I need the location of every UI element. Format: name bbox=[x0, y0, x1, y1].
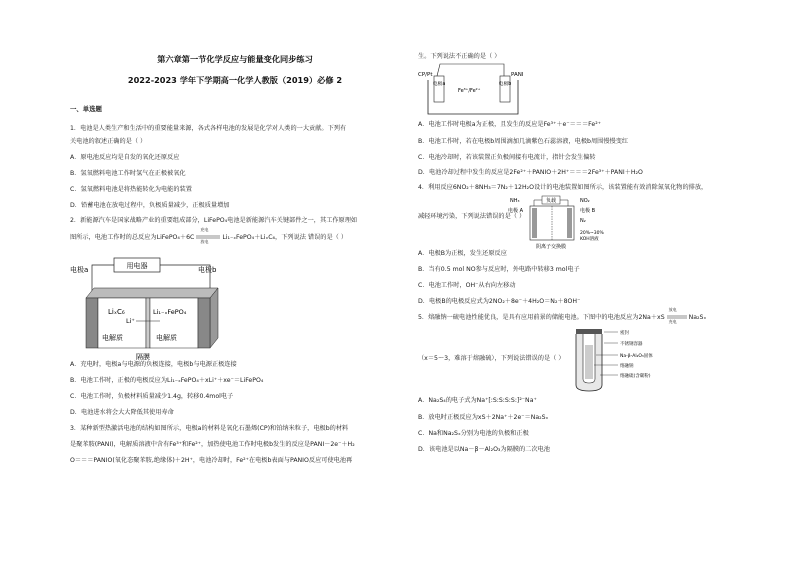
electrolyte-left: 电解质 bbox=[102, 334, 123, 342]
q2-arrow-over: 充电 bbox=[200, 227, 209, 232]
pani-label: PANI bbox=[511, 72, 524, 78]
q2-option-a: A．充电时，电极a与电源的负极连接，电极b与电源正极连接 bbox=[70, 361, 237, 368]
q5-option-a: A．Na₂S₄的电子式为Na⁺[:S:S:S:S:]²⁻Na⁺ bbox=[418, 397, 537, 404]
no2-nh3-cell-diagram bbox=[508, 194, 618, 250]
nh3-label: NH₃ bbox=[510, 198, 520, 204]
ion-label: Fe³⁺/Fe²⁺ bbox=[458, 88, 481, 94]
q5-arrow-over: 放电 bbox=[668, 307, 677, 312]
electrode-b-label: 电极 B bbox=[580, 208, 596, 214]
electrode-b bbox=[198, 298, 210, 348]
q1-stem-1: 1．电池是人类生产和生活中的重要能量来源，各式各样电池的发展是化学对人类的一大贡献。下列有 bbox=[70, 125, 347, 132]
q1-option-a: A．原电池反应均是自发的氧化还原反应 bbox=[70, 154, 180, 161]
q3-option-d: D．电池冷却过程中发生的反应是2Fe²⁺＋PANIO＋2H⁺＝＝＝2Fe³⁺＋PANI＋H₂O bbox=[418, 169, 643, 176]
q5-option-d: D．该电池是以Na－β－Al₂O₃为隔膜的二次电池 bbox=[418, 446, 550, 453]
q1-stem-2: 关电池的叙述正确的是（ ） bbox=[70, 138, 147, 145]
koh-label-1: 20%~30% bbox=[580, 231, 604, 236]
q3-option-c: C．电池冷却时，若该装置正负极间接有电流计，指针会发生偏转 bbox=[418, 154, 596, 161]
q2-stem-2a: 图所示，电池工作时的总反应为LiFePO₄＋6C bbox=[70, 234, 195, 241]
q1-option-c: C．氢氧燃料电池是将热能转化为电能的装置 bbox=[70, 186, 192, 193]
separator-label: 隔膜 bbox=[136, 353, 150, 361]
q1-option-b: B．氢氧燃料电池工作时氢气在正极被氧化 bbox=[70, 170, 186, 177]
q1-option-d: D．铅蓄电池在放电过程中，负极质量减少，正极质量增加 bbox=[70, 202, 230, 209]
cp-pt-label: CP/Pt bbox=[418, 72, 433, 78]
q2-arrow-under: 放电 bbox=[200, 239, 209, 244]
seal-label: 密封 bbox=[620, 331, 629, 336]
title-line-1: 第六章第一节化学反应与能量变化同步练习 bbox=[157, 54, 313, 64]
q5-stem-1a: 5．熔融钠一硫电池性能优良，是具有应用前景的储能电池。下图中的电池反应为2Na＋xS bbox=[418, 314, 665, 321]
q4-option-d: D．电极B的电极反应式为2NO₂＋8e⁻＋4H₂O＝N₂＋8OH⁻ bbox=[418, 298, 581, 305]
molten-s-label: 熔融硫(含碳粉) bbox=[620, 374, 651, 379]
q3-stem-1: 3．某种新型热激活电池的结构如图所示，电极a的材料是氧化石墨烯(CP)和铂纳米粒子，电极b的材料 bbox=[70, 425, 349, 432]
q5-option-b: B．放电时正极反应为xS＋2Na⁺＋2e⁻＝Na₂Sₓ bbox=[418, 414, 549, 421]
electrode-b-label: 电极b bbox=[498, 82, 512, 87]
electrode-a-label: 电极a bbox=[432, 82, 446, 87]
electrode-b bbox=[500, 76, 510, 102]
q5-option-c: C．Na和Na₂Sₓ分别为电池的负极和正极 bbox=[418, 430, 529, 437]
membrane-label: 阴离子交换膜 bbox=[536, 244, 567, 250]
q5-reaction-arrow bbox=[665, 307, 689, 324]
q5-stem-1b: Na₂Sₓ bbox=[688, 314, 707, 321]
koh-label-2: KOH溶液 bbox=[580, 237, 599, 242]
load-label: 负载 bbox=[545, 198, 557, 204]
q3-stem-3: O＝＝＝PANIO(氧化态聚苯胺,绝缘体)＋2H⁺，电池冷却时，Fe²⁺在电极b表面与PANIO反应可使电池再 bbox=[70, 457, 353, 464]
seal bbox=[576, 329, 602, 334]
q2-option-b: B．电池工作时，正极的电极反应为Li₁₋ₓFePO₄＋xLi⁺＋xe⁻＝LiFePO₄ bbox=[70, 377, 264, 384]
electrode-a bbox=[86, 298, 98, 348]
electrode-a-label: 电极 A bbox=[508, 208, 524, 214]
q5-stem-1 bbox=[418, 307, 730, 324]
title-line-2: 2022-2023 学年下学期高一化学人教版（2019）必修 2 bbox=[127, 75, 343, 85]
section-heading: 一、单选题 bbox=[70, 105, 102, 113]
battery-diagram bbox=[70, 256, 220, 361]
electrode-a bbox=[434, 76, 444, 102]
thermal-battery-diagram bbox=[418, 62, 528, 116]
q3-option-b: B．电池工作时，若在电极b周围滴加几滴紫色石蕊溶液，电极b周围慢慢变红 bbox=[418, 138, 629, 145]
device-label: 用电器 bbox=[126, 262, 148, 270]
molten-na-label: 熔融钠 bbox=[620, 364, 634, 369]
q5-stem-2: （x＝5～3，难溶于熔融硫），下列说法错误的是（ ） bbox=[418, 355, 565, 362]
beta-alumina-label: Na-β-Al₂O₃固体 bbox=[620, 354, 653, 359]
q3-stem-2: 是聚苯胺(PANI)，电解质溶液中含有Fe³⁺和Fe²⁺，加热使电池工作时电极b发生的反应是PANI－2e⁻＋H₂ bbox=[70, 441, 355, 448]
lic6-label: LiₓC₆ bbox=[108, 308, 125, 316]
lifepo4-label: Li₁₋ₓFePO₄ bbox=[153, 308, 187, 316]
q5-arrow-under: 充电 bbox=[668, 319, 677, 324]
q3-option-a: A．电池工作时电极a为正极，且发生的反应是Fe³⁺＋e⁻＝＝＝Fe²⁺ bbox=[418, 121, 601, 128]
q4-option-c: C．电池工作时，OH⁻从右向左移动 bbox=[418, 282, 516, 289]
container-label: 不锈钢容器 bbox=[620, 342, 643, 347]
q2-stem-2b: Li₁₋ₓFePO₄＋LiₓC₆，下列说法 错误的是（ ） bbox=[222, 234, 348, 241]
q4-stem-1: 4．利用反应6NO₂＋8NH₃＝7N₂＋12H₂O设计的电池装置如图所示，该装置能有效消除氮氧化物的排放， bbox=[418, 184, 708, 191]
electrolyte-right: 电解质 bbox=[156, 334, 177, 342]
q2-reaction-arrow bbox=[194, 227, 222, 244]
q4-option-b: B．当有0.5 mol NO参与反应时，外电路中转移3 mol电子 bbox=[418, 266, 580, 273]
no2-label: NO₂ bbox=[580, 198, 590, 204]
q4-option-a: A．电极B为正极，发生还原反应 bbox=[418, 250, 507, 257]
q2-option-c: C．电池工作时，负极材料质量减少1.4g，转移0.4mol电子 bbox=[70, 393, 234, 400]
separator bbox=[146, 298, 150, 348]
q2-stem-1: 2．新能源汽车是国家战略产业的重要组成部分，LiFePO₄电池是新能源汽车关键部件之一，其工作原理如 bbox=[70, 217, 358, 224]
q2-option-d: D．电池进水将会大大降低其使用寿命 bbox=[70, 409, 174, 416]
q2-stem-2 bbox=[70, 227, 400, 244]
n2-label: N₂ bbox=[580, 218, 586, 224]
electrode-b-label: 电极b bbox=[198, 266, 217, 274]
q4-stem-2: 减轻环境污染，下列说法错误的是（ ） bbox=[418, 213, 526, 220]
q3-stem-continued: 生。下列说法不正确的是（ ） bbox=[418, 53, 501, 60]
li-ion-label: Li⁺ bbox=[126, 317, 135, 325]
electrode-a-label: 电极a bbox=[70, 266, 89, 274]
